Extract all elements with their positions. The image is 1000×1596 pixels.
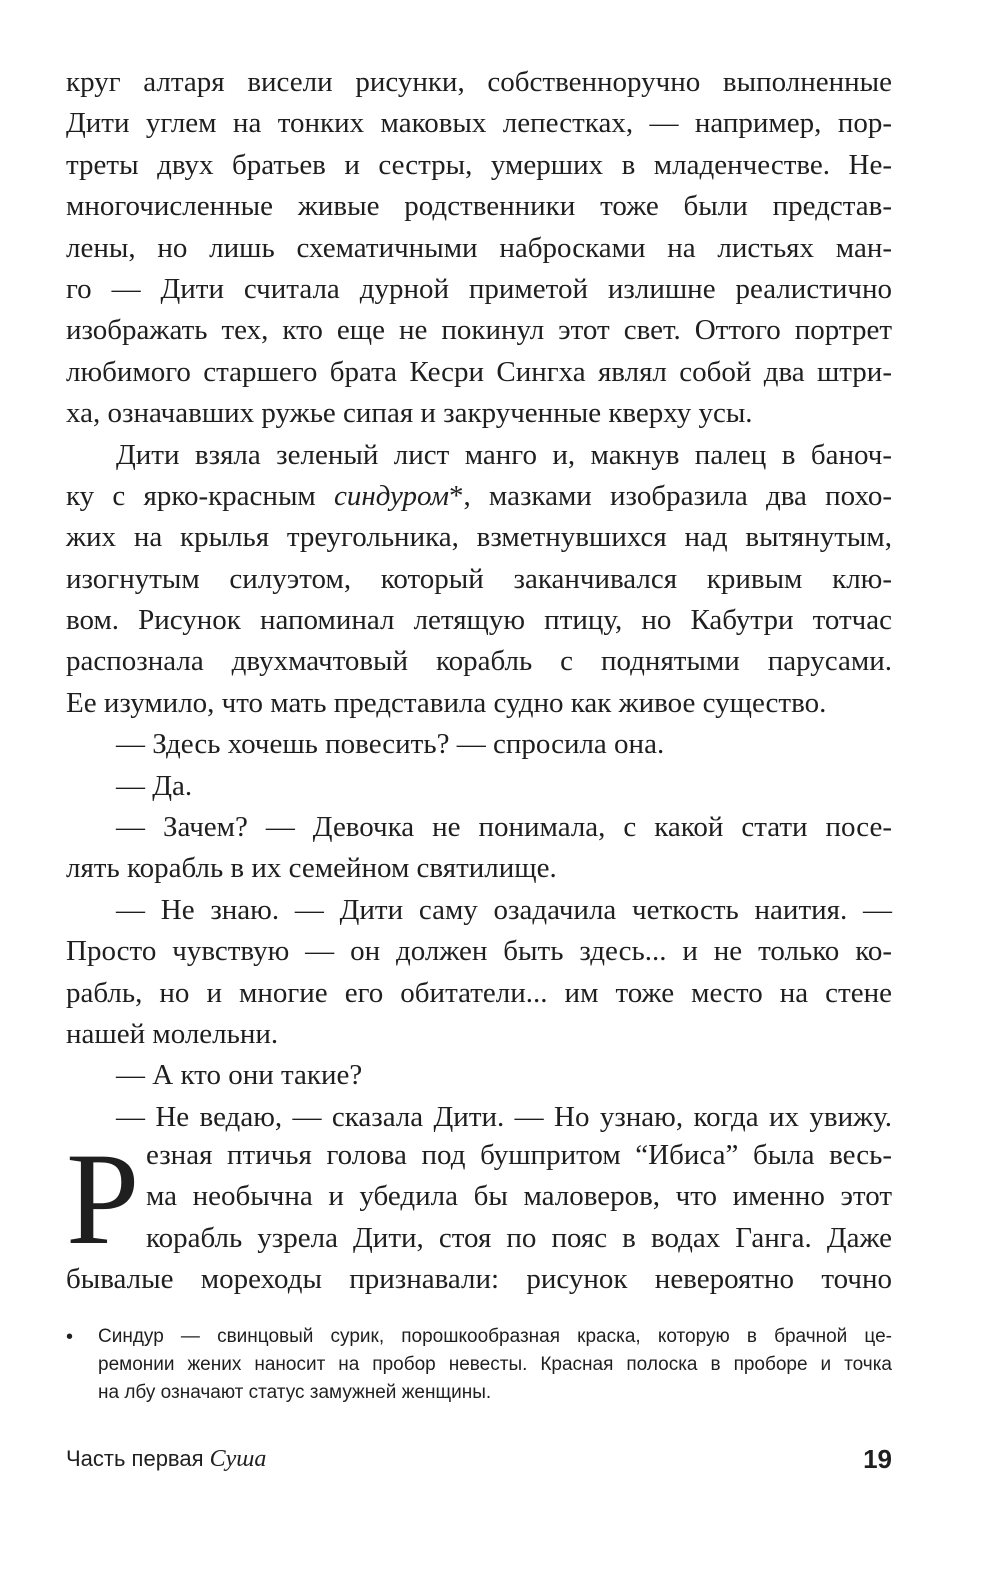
page-footer <box>66 1444 892 1474</box>
section-start <box>66 1125 892 1301</box>
text-line: ха, означавших ружье сипая и закрученные кверху усы. <box>66 397 753 430</box>
drop-cap: Р <box>66 1125 140 1272</box>
page-number: 19 <box>863 1444 892 1474</box>
text-line: ма необычна и убедила бы маловеров, что именно этот <box>146 1180 892 1213</box>
text-line: жих на крылья треугольника, взметнувшихся над вытянутым, <box>66 521 892 554</box>
dialogue-line: лять корабль в их семейном святилище. <box>66 852 557 885</box>
dialogue-line: Просто чувствую — он должен быть здесь... и не только ко- <box>66 935 892 968</box>
dialogue-line: — А кто они такие? <box>116 1059 363 1092</box>
footnote <box>66 1323 892 1407</box>
text-line: корабль узрела Дити, стоя по пояс в водах Ганга. Даже <box>146 1221 892 1254</box>
text-line-with-footnote-ref <box>66 476 892 517</box>
dialogue-line: — Зачем? — Девочка не понимала, с какой стати посе- <box>116 811 892 844</box>
footnote-line: ремонии жених наносит на пробор невесты. Красная полоска в проборе и точка <box>98 1354 892 1375</box>
text-line: езная птичья голова под бушпритом “Ибиса” была весь- <box>146 1139 892 1171</box>
text-line: круг алтаря висели рисунки, собственноручно выполненные <box>66 66 892 98</box>
dialogue-line: — Да. <box>116 769 193 802</box>
dialogue-line: рабль, но и многие его обитатели... им тоже место на стене <box>66 976 892 1009</box>
text-line: бывалые мореходы признавали: рисунок невероятно точно <box>66 1263 892 1296</box>
text-line: Ее изумило, что мать представила судно как живое существо. <box>66 686 827 719</box>
text-line: любимого старшего брата Кесри Сингха являл собой два штри- <box>66 355 892 388</box>
text-line: изогнутым силуэтом, который заканчивался кривым клю- <box>66 562 892 595</box>
text-line: Дити углем на тонких маковых лепестках, — например, пор- <box>66 107 892 140</box>
footnote-line: Синдур — свинцовый сурик, порошкообразная краска, которую в брачной це- <box>98 1326 892 1347</box>
emphasized-term: синдуром <box>334 479 449 512</box>
dialogue-line: — Не знаю. — Дити саму озадачила четкость наития. — <box>116 893 892 926</box>
text-span: *, мазками изобразила два похо- <box>448 479 892 512</box>
text-line: многочисленные живые родственники тоже были представ- <box>66 190 892 223</box>
text-span: ку с ярко-красным <box>66 479 335 512</box>
footnote-marker: • <box>66 1326 74 1348</box>
text-line: треты двух братьев и сестры, умерших в младенчестве. Не- <box>66 148 892 181</box>
text-line: изображать тех, кто еще не покинул этот свет. Оттого портрет <box>66 314 892 347</box>
dialogue-line: — Не ведаю, — сказала Дити. — Но узнаю, когда их увижу. <box>116 1100 892 1133</box>
main-text <box>66 62 892 1138</box>
part-label: Часть первая <box>66 1446 210 1471</box>
text-line: Дити взяла зеленый лист манго и, макнув палец в баноч- <box>116 438 892 471</box>
dialogue-line: нашей молельни. <box>66 1017 279 1050</box>
text-line: распознала двухмачтовый корабль с поднятыми парусами. <box>66 645 892 678</box>
running-head <box>66 1444 266 1474</box>
dialogue-line: — Здесь хочешь повесить? — спросила она. <box>116 728 665 761</box>
part-name: Суша <box>209 1446 267 1472</box>
footnote-line: на лбу означают статус замужней женщины. <box>98 1382 492 1403</box>
text-line: вом. Рисунок напоминал летящую птицу, но Кабутри тотчас <box>66 604 892 637</box>
text-line: го — Дити считала дурной приметой излишне реалистично <box>66 272 892 305</box>
text-line: лены, но лишь схематичными набросками на листьях ман- <box>66 231 892 264</box>
